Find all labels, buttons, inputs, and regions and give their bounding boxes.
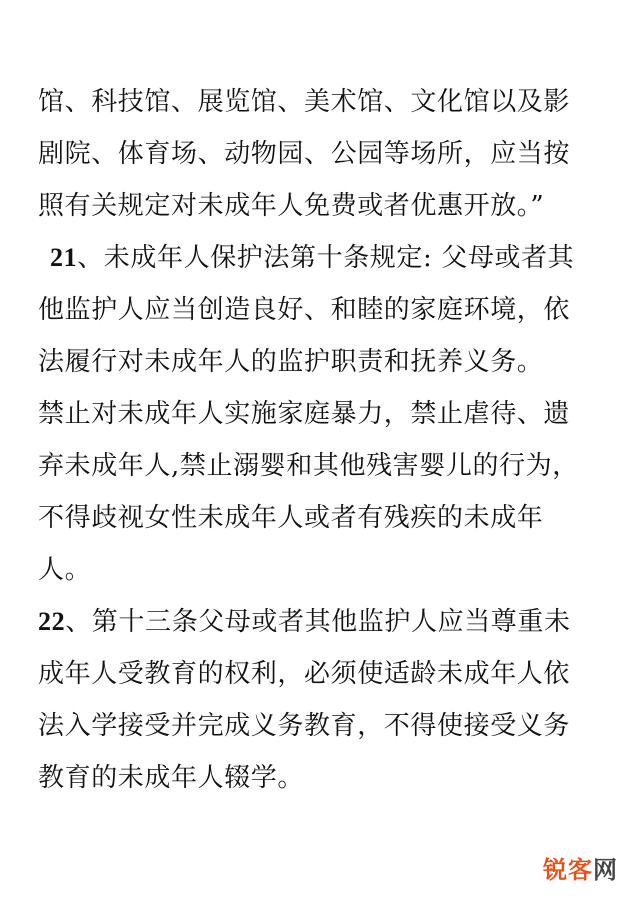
text-line: 教育的未成年人辍学。 [38,763,305,793]
text-line: 弃未成年人,禁止溺婴和其他残害婴儿的行为， [38,451,579,481]
paragraph-continuation [38,76,604,232]
text-fragment: 、未成年人保护法第十条规定: 父母或者其 [77,243,575,273]
text-line: 不得歧视女性未成年人或者有残疾的未成年 [38,503,544,533]
text-line: 馆、科技馆、展览馆、美术馆、文化馆以及影 [38,87,571,117]
text-line [38,596,604,648]
document-body [38,76,604,804]
paragraph-21 [38,232,604,596]
watermark-char: 锐 [543,856,568,884]
item-number: 21 [50,243,78,272]
watermark-char: 客 [568,856,593,884]
text-line: 法入学接受并完成义务教育，不得使接受义务 [38,711,571,741]
text-line: 禁止对未成年人实施家庭暴力，禁止虐待、遗 [38,399,571,429]
text-line: 成年人受教育的权利，必须使适龄未成年人依 [38,659,571,689]
watermark-char: 网 [593,856,618,884]
site-watermark [543,850,618,885]
item-number: 22 [38,607,66,636]
paragraph-22 [38,596,604,804]
text-line: 他监护人应当创造良好、和睦的家庭环境，依 [38,295,571,325]
text-line: 照有关规定对未成年人免费或者优惠开放。” [38,191,545,221]
text-fragment: 、第十三条父母或者其他监护人应当尊重未 [65,607,571,637]
text-line: 剧院、体育场、动物园、公园等场所，应当按 [38,139,571,169]
text-line: 人。 [38,555,92,585]
text-line: 法履行对未成年人的监护职责和抚养义务。 [38,347,544,377]
text-line [38,232,604,284]
